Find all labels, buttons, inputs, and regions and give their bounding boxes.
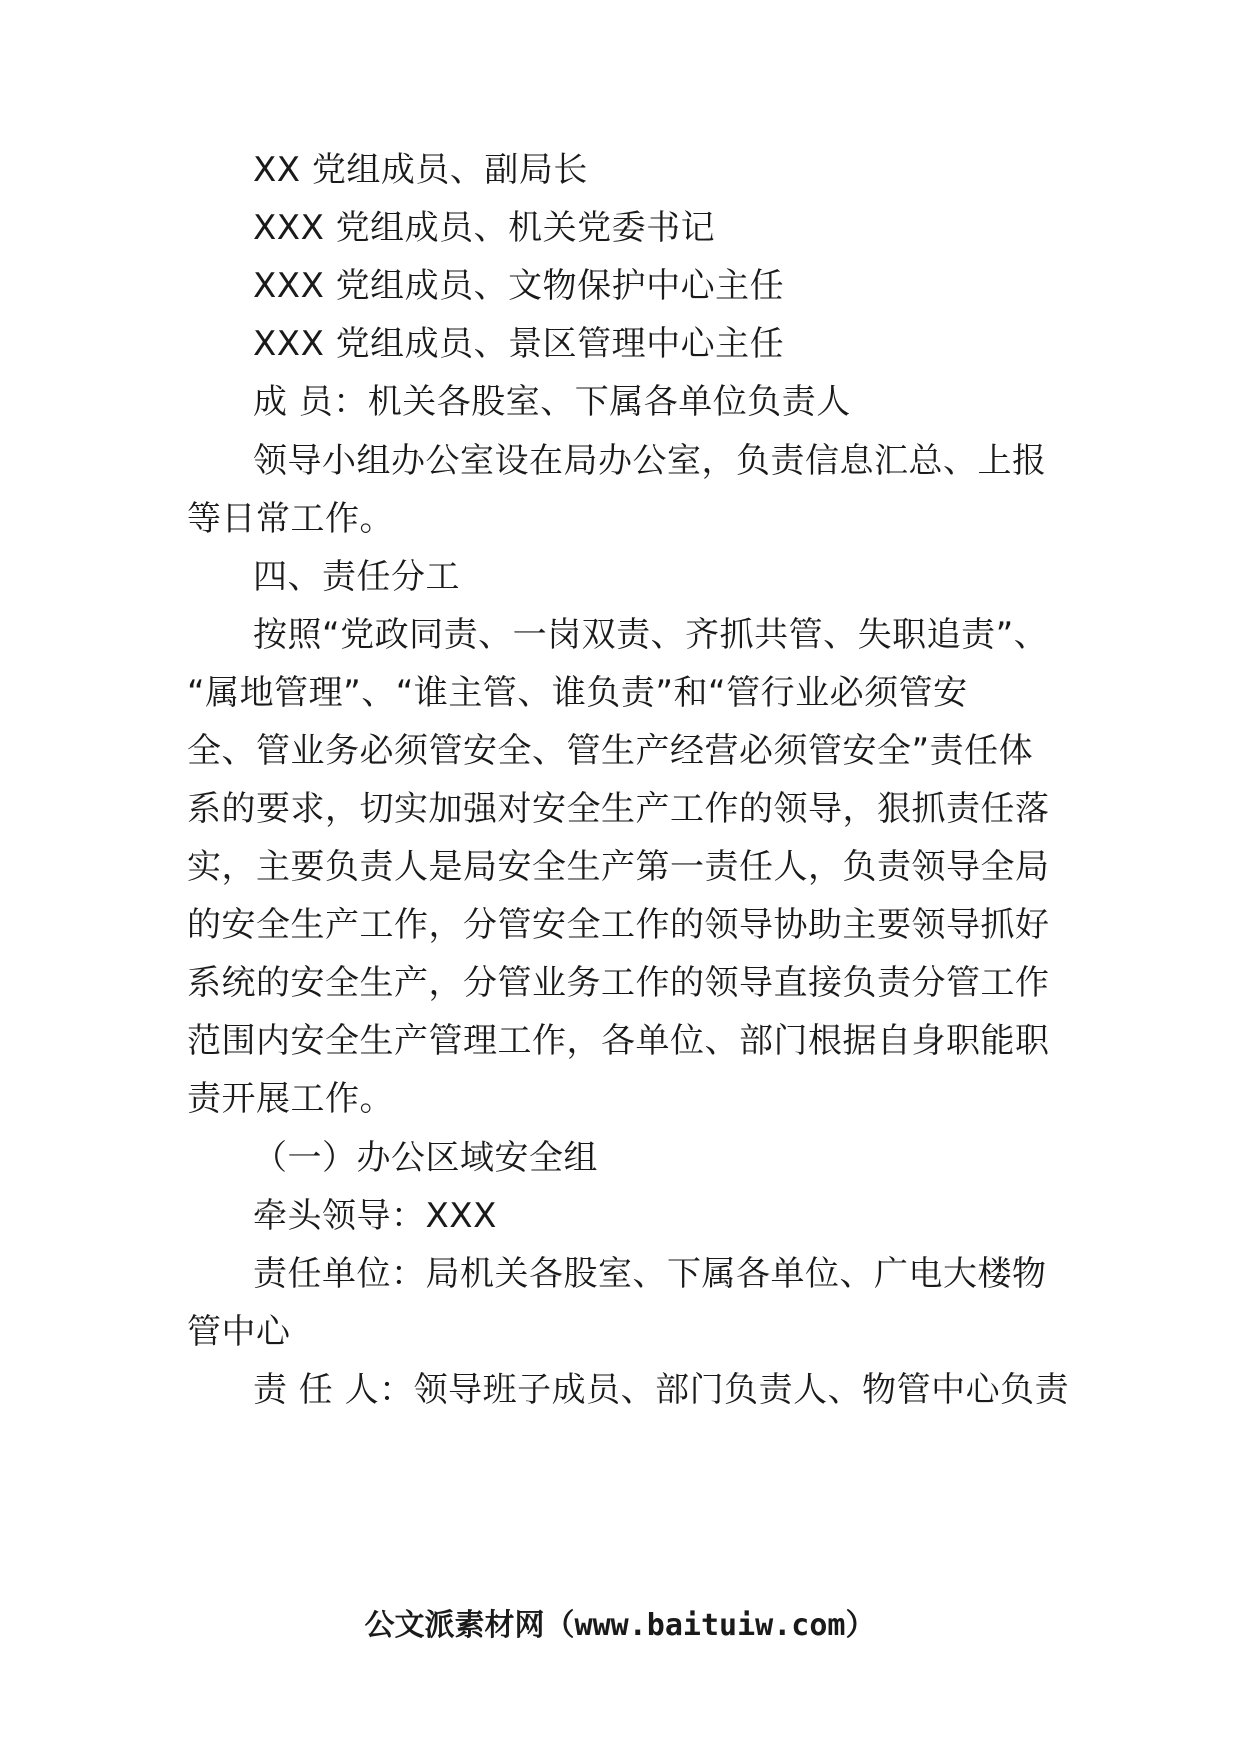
- paragraph-line: 领导小组办公室设在局办公室，负责信息汇总、上报: [253, 441, 1047, 481]
- paragraph-line: 的安全生产工作，分管安全工作的领导协助主要领导抓好: [187, 905, 1050, 945]
- paragraph-line: 按照“党政同责、一岗双责、齐抓共管、失职追责”、: [253, 615, 1049, 655]
- member-line-1: XX 党组成员、副局长: [253, 150, 588, 190]
- member-line-3: XXX 党组成员、文物保护中心主任: [253, 266, 785, 306]
- members-line: 成 员：机关各股室、下属各单位负责人: [253, 382, 851, 422]
- footer-site-name: 公文派素材网: [364, 1608, 545, 1643]
- responsible-person-line: 责 任 人：领导班子成员、部门负责人、物管中心负责: [253, 1370, 1070, 1410]
- lead-leader-line: 牵头领导：XXX: [253, 1196, 497, 1236]
- member-line-2: XXX 党组成员、机关党委书记: [253, 208, 716, 248]
- paragraph-line: 系统的安全生产，分管业务工作的领导直接负责分管工作: [187, 963, 1050, 1003]
- paragraph-line: 等日常工作。: [187, 499, 394, 539]
- paragraph-line: 范围内安全生产管理工作，各单位、部门根据自身职能职: [187, 1021, 1050, 1061]
- paragraph-line: 全、管业务必须管安全、管生产经营必须管安全”责任体: [187, 731, 1034, 771]
- responsible-unit-line: 管中心: [187, 1312, 291, 1352]
- footer-url: （www.baituiw.com）: [544, 1608, 876, 1643]
- paragraph-line: 系的要求，切实加强对安全生产工作的领导，狠抓责任落: [187, 789, 1050, 829]
- paragraph-line: “属地管理”、“谁主管、谁负责”和“管行业必须管安: [187, 673, 968, 713]
- responsible-unit-line: 责任单位：局机关各股室、下属各单位、广电大楼物: [253, 1254, 1047, 1294]
- paragraph-line: 实，主要负责人是局安全生产第一责任人，负责领导全局: [187, 847, 1050, 887]
- paragraph-line: 责开展工作。: [187, 1079, 394, 1119]
- footer-watermark: [0, 1602, 1240, 1650]
- subsection-heading: （一）办公区域安全组: [253, 1138, 598, 1178]
- member-line-4: XXX 党组成员、景区管理中心主任: [253, 324, 785, 364]
- section-heading: 四、责任分工: [253, 557, 460, 597]
